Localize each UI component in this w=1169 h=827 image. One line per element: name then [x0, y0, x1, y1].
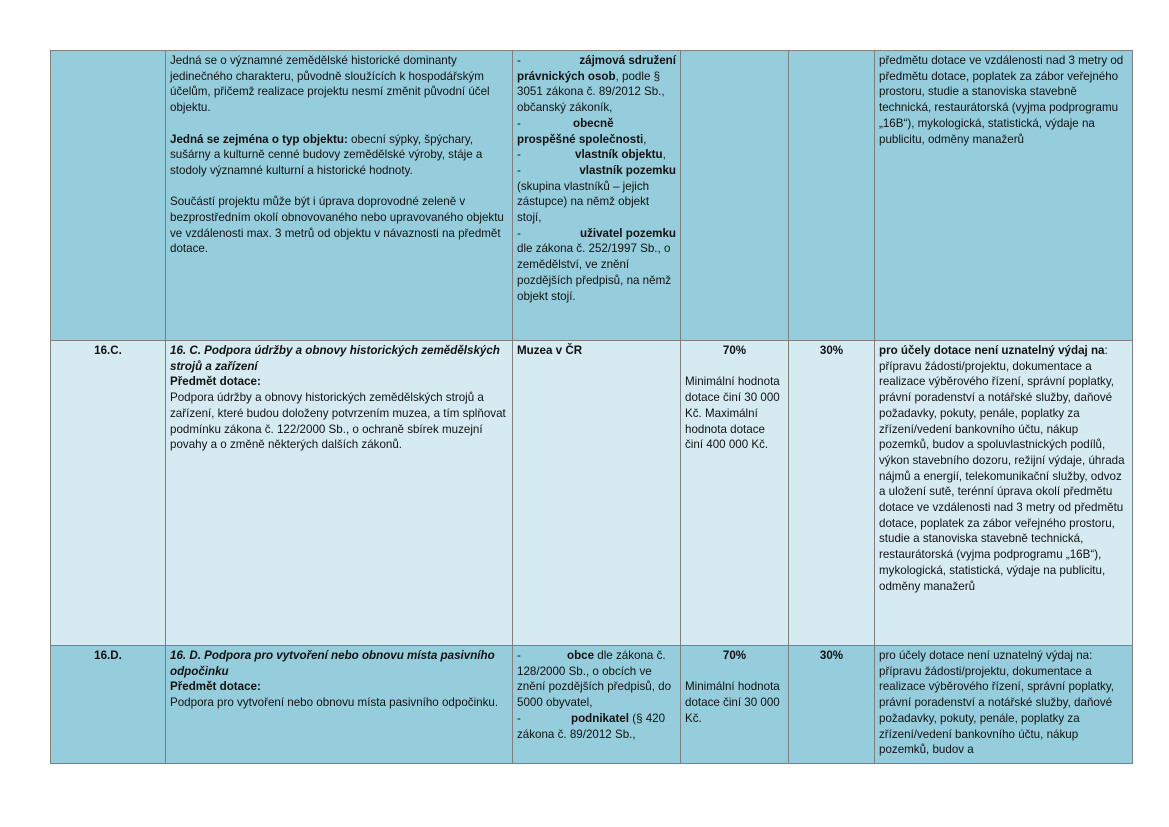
dash-mark: -: [517, 163, 521, 177]
own-share-percent: 30%: [819, 344, 844, 357]
support-percent: 70%: [722, 344, 747, 357]
own-share-cell: [789, 51, 875, 341]
object-type-text: obecní sýpky, špýchary, sušárny a kulturně cenné budovy zemědělské výroby, stáje a stodoly významné kulturní a historické hodnoty.: [170, 132, 483, 177]
recipients-cell: [513, 646, 681, 764]
own-share-percent: 30%: [819, 649, 844, 662]
dash-mark: -: [517, 649, 521, 662]
recipient-text: , podle § 3051 zákona č. 89/2012 Sb., občanský zákoník,: [517, 69, 665, 115]
support-cell: [681, 341, 789, 646]
support-text: Minimální hodnota dotace činí 30 000 Kč. Maximální hodnota dotace činí 400 000 Kč.: [685, 375, 780, 452]
dash-mark: -: [517, 711, 521, 725]
row-code: 16.D.: [51, 646, 166, 764]
description-cell: [166, 341, 513, 646]
row-title: 16. D. Podpora pro vytvoření nebo obnovu místa pasivního odpočinku: [170, 649, 495, 678]
recipient-label: zájmová sdružení: [579, 54, 676, 67]
table-row: [51, 341, 1133, 646]
code-cell: [51, 51, 166, 341]
support-text: Minimální hodnota dotace činí 30 000 Kč.: [685, 680, 780, 725]
row-title: 16. C. Podpora údržby a obnovy historických zemědělských strojů a zařízení: [170, 344, 500, 373]
recipient-label: podnikatel: [571, 711, 629, 725]
description-cell: [166, 51, 513, 341]
own-share-cell: [789, 646, 875, 764]
recipient-text: ,: [643, 132, 647, 146]
recipient-label: Muzea v ČR: [517, 344, 583, 357]
recipient-text: dle zákona č. 252/1997 Sb., o zemědělství, ve znění pozdějších předpisů, na němž objekt stojí.: [517, 242, 672, 303]
recipient-text: (§ 420 zákona č. 89/2012 Sb.,: [517, 711, 666, 741]
recipient-label: právnických osob: [517, 69, 616, 83]
dash-mark: -: [517, 54, 521, 67]
dash-mark: -: [517, 116, 521, 130]
subject-label: Předmět dotace:: [170, 680, 261, 694]
support-cell: [681, 51, 789, 341]
recipients-cell: [513, 51, 681, 341]
description-paragraph: Jedná se o významné zemědělské historické dominanty jedinečného charakteru, původně sloužících k hospodářským účelům, přičemž realizace projektu nesmí změnit původní účel objektu.: [170, 54, 490, 115]
recipient-label: vlastník objektu: [575, 148, 663, 162]
ineligible-text: předmětu dotace ve vzdálenosti nad 3 metry od předmětu dotace, poplatek za zábor veřejného prostoru, studie a stanoviska stavebně technická, restaurátorská (vyjma podprogramu „16B“), mykologická, statistická, výdaje na publicitu, odměny manažerů: [879, 54, 1124, 146]
subject-label: Předmět dotace:: [170, 375, 261, 389]
ineligible-cell: [875, 646, 1133, 764]
row-code: 16.C.: [51, 341, 166, 646]
ineligible-text: : přípravu žádosti/projektu, dokumentace a realizace výběrového řízení, správní poplatky, právní poradenství a notářské služby, daňové požadavky, pokuty, penále, poplatky za zřízení/vedení bankovního účtu, nákup pozemků, budov a spoluvlastnických podílů, výkon stavebního dozoru, režijní výdaje, úhrada nájmů a energií, telekomunikační služby, odvoz a uložení sutě, terénní úprava okolí předmětu dotace ve vzdálenosti nad 3 metry od předmětu dotace, poplatek za zábor veřejného prostoru, studie a stanoviska stavebně technická, restaurátorská (vyjma podprogramu „16B“), mykologická, statistická, výdaje na publicitu, odměny manažerů: [879, 344, 1125, 593]
description-cell: [166, 646, 513, 764]
recipient-label: vlastník pozemku: [579, 163, 676, 177]
own-share-cell: [789, 341, 875, 646]
greenery-paragraph: Součástí projektu může být i úprava doprovodné zeleně v bezprostředním okolí obnovovaného nebo upravovaného objektu ve vzdálenosti max. 3 metrů od objektu v návaznosti na předmět dotace.: [170, 195, 504, 256]
recipient-text: dle zákona č. 128/2000 Sb., o obcích ve znění pozdějších předpisů, do 5000 obyvatel,: [517, 649, 672, 710]
recipients-cell: [513, 341, 681, 646]
subsidy-table: [50, 50, 1133, 764]
ineligible-text: pro účely dotace není uznatelný výdaj na: přípravu žádosti/projektu, dokumentace a realizace výběrového řízení, správní poplatky, právní poradenství a notářské služby, daňové požadavky, pokuty, penále, poplatky za zřízení/vedení bankovního účtu, nákup pozemků, budov a: [879, 649, 1114, 757]
dash-mark: -: [517, 226, 521, 240]
recipient-label: prospěšné společnosti: [517, 132, 644, 146]
table-row: [51, 51, 1133, 341]
recipient-text: ,: [662, 148, 666, 162]
recipient-text: (skupina vlastníků – jejich zástupce) na němž objekt stojí,: [517, 179, 650, 225]
subject-text: Podpora údržby a obnovy historických zemědělských strojů a zařízení, které budou doloženy potvrzením muzea, a tím splňovat podmínku zákona č. 122/2000 Sb., o ochraně sbírek muzejní povahy a o změně některých dalších zákonů.: [170, 391, 506, 452]
recipient-label: obce: [567, 649, 595, 662]
ineligible-cell: [875, 341, 1133, 646]
support-cell: [681, 646, 789, 764]
support-percent: 70%: [722, 649, 747, 662]
ineligible-label: pro účely dotace není uznatelný výdaj na: [879, 344, 1105, 357]
recipient-label: obecně: [573, 116, 614, 130]
subject-text: Podpora pro vytvoření nebo obnovu místa pasivního odpočinku.: [170, 696, 499, 710]
object-type-label: Jedná se zejména o typ objektu:: [170, 132, 348, 146]
dash-mark: -: [517, 148, 521, 162]
ineligible-cell: [875, 51, 1133, 341]
table-row: [51, 646, 1133, 764]
recipient-label: uživatel pozemku: [580, 226, 676, 240]
